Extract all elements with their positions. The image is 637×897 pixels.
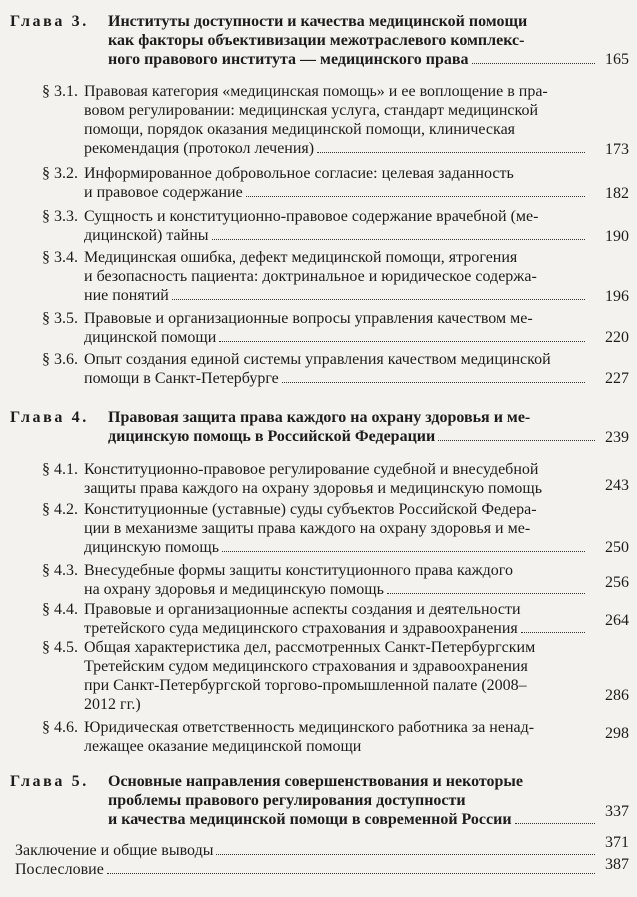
chapter-label: Глава 5. [10, 773, 89, 790]
dot-leader [317, 152, 585, 153]
section-title-line: Правовая категория «медицинская помощь» и ее воплощение в пра- [84, 83, 548, 100]
section-title-line: Правовые и организационные вопросы управления качеством ме- [84, 310, 533, 327]
section-label: § 3.3. [42, 208, 78, 225]
section-title-line: ции в механизме защиты права каждого на охрану здоровья и ме- [84, 520, 531, 537]
page-number: 182 [605, 185, 629, 202]
section-label: § 4.1. [42, 461, 78, 478]
section-title-line: Общая характеристика дел, рассмотренных Санкт-Петербургским [84, 639, 536, 656]
section-title-line: защиты права каждого на охрану здоровья и медицинскую помощь [84, 480, 543, 497]
section-title [84, 350, 590, 388]
conclusion-title [15, 841, 600, 860]
chapter-title-line: и качества медицинской помощи в современной России [108, 810, 600, 829]
chapter-title [108, 12, 600, 69]
page-number: 256 [605, 574, 629, 591]
section-title-line: ние понятий [84, 286, 590, 305]
chapter-title-line: Институты доступности и качества медицинской помощи [108, 13, 528, 30]
dot-leader [219, 341, 585, 342]
page-number: 220 [605, 329, 629, 346]
section-label: § 4.3. [42, 562, 78, 579]
section-title-line: Правовые и организационные аспекты создания и деятельности [84, 601, 521, 618]
section-title [84, 500, 590, 557]
dot-leader [438, 440, 595, 441]
afterword-title [15, 860, 600, 879]
chapter-title-line: ного правового института — медицинского права [108, 50, 600, 69]
section-title-line: и безопасность пациента: доктринальное и юридическое содержа- [84, 268, 537, 285]
chapter-title-line: проблемы правового регулирования доступности [108, 792, 466, 809]
chapter-title [108, 772, 600, 829]
section-label: § 4.6. [42, 719, 78, 736]
section-title [84, 248, 590, 305]
page-number: 196 [605, 288, 629, 305]
section-title-line: третейского суда медицинского страхования и здравоохранения [84, 619, 590, 638]
chapter-title-line: Основные направления совершенствования и некоторые [108, 773, 524, 790]
conclusion-title-line: Заключение и общие выводы [15, 841, 600, 860]
chapter-title [108, 408, 600, 446]
page-number: 264 [605, 612, 629, 629]
section-title-line: Конституционные (уставные) суды субъектов Российской Федера- [84, 501, 537, 518]
section-title [84, 600, 590, 638]
section-title [84, 718, 590, 756]
section-title-line: дицинской помощи [84, 328, 590, 347]
section-label: § 3.2. [42, 165, 78, 182]
chapter-title-line: Правовая защита права каждого на охрану здоровья и ме- [108, 409, 531, 426]
section-title [84, 309, 590, 347]
section-title-line: вовом регулировании: медицинская услуга, стандарт медицинской [84, 102, 539, 119]
section-title-line: лежащее оказание медицинской помощи [84, 738, 362, 755]
section-title-line: рекомендация (протокол лечения) [84, 139, 590, 158]
section-label: § 3.1. [42, 83, 78, 100]
section-title-line: дицинскую помощь [84, 538, 590, 557]
section-label: § 3.4. [42, 249, 78, 266]
section-title-line: Юридическая ответственность медицинского работника за ненад- [84, 719, 535, 736]
section-title-line: при Санкт-Петербургской торгово-промышленной палате (2008– [84, 677, 527, 694]
page-number: 387 [605, 856, 629, 873]
section-title-line: Внесудебные формы защиты конституционного права каждого [84, 562, 513, 579]
section-title [84, 561, 590, 599]
page-number: 190 [605, 228, 629, 245]
dot-leader [515, 823, 595, 824]
section-title-line: помощи, порядок оказания медицинской помощи, клиническая [84, 121, 516, 138]
page-number: 243 [605, 477, 629, 494]
section-title [84, 207, 590, 245]
dot-leader [216, 854, 595, 855]
section-title-line: Опыт создания единой системы управления качеством медицинской [84, 351, 551, 368]
dot-leader [472, 63, 595, 64]
section-label: § 4.5. [42, 639, 78, 656]
page-number: 165 [605, 51, 629, 68]
page-number: 250 [605, 539, 629, 556]
dot-leader [246, 196, 585, 197]
page-number: 337 [605, 803, 629, 820]
section-title-line: дицинской) тайны [84, 226, 590, 245]
dot-leader [387, 593, 585, 594]
chapter-title-line: как факторы объективизации межотраслевого комплекс- [108, 32, 525, 49]
dot-leader [521, 632, 585, 633]
section-label: § 4.4. [42, 601, 78, 618]
page-number: 298 [605, 725, 629, 742]
dot-leader [282, 382, 585, 383]
section-title [84, 460, 590, 498]
section-title [84, 638, 590, 714]
section-title-line: на охрану здоровья и медицинскую помощь [84, 580, 590, 599]
dot-leader [222, 551, 585, 552]
page-number: 239 [605, 429, 629, 446]
dot-leader [172, 299, 585, 300]
section-label: § 4.2. [42, 501, 78, 518]
section-title-line: и правовое содержание [84, 183, 590, 202]
section-title [84, 82, 590, 158]
dot-leader [212, 239, 585, 240]
section-title-line: Информированное добровольное согласие: целевая заданность [84, 165, 514, 182]
section-title-line: Третейским судом медицинского страхования и здравоохранения [84, 658, 528, 675]
section-title-line: Сущность и конституционно-правовое содержание врачебной (ме- [84, 208, 539, 225]
section-title-line: Конституционно-правовое регулирование судебной и внесудебной [84, 461, 539, 478]
page-number: 286 [605, 687, 629, 704]
chapter-label: Глава 3. [10, 13, 89, 30]
afterword-title-line: Послесловие [15, 860, 600, 879]
dot-leader [107, 873, 595, 874]
section-label: § 3.6. [42, 351, 78, 368]
section-title-line: Медицинская ошибка, дефект медицинской помощи, ятрогения [84, 249, 518, 266]
page-number: 173 [605, 141, 629, 158]
chapter-title-line: дицинскую помощь в Российской Федерации [108, 427, 600, 446]
section-title [84, 164, 590, 202]
page-number: 227 [605, 370, 629, 387]
section-label: § 3.5. [42, 310, 78, 327]
section-title-line: 2012 гг.) [84, 696, 141, 713]
page-number: 371 [605, 834, 629, 851]
chapter-label: Глава 4. [10, 409, 89, 426]
section-title-line: помощи в Санкт-Петербурге [84, 369, 590, 388]
